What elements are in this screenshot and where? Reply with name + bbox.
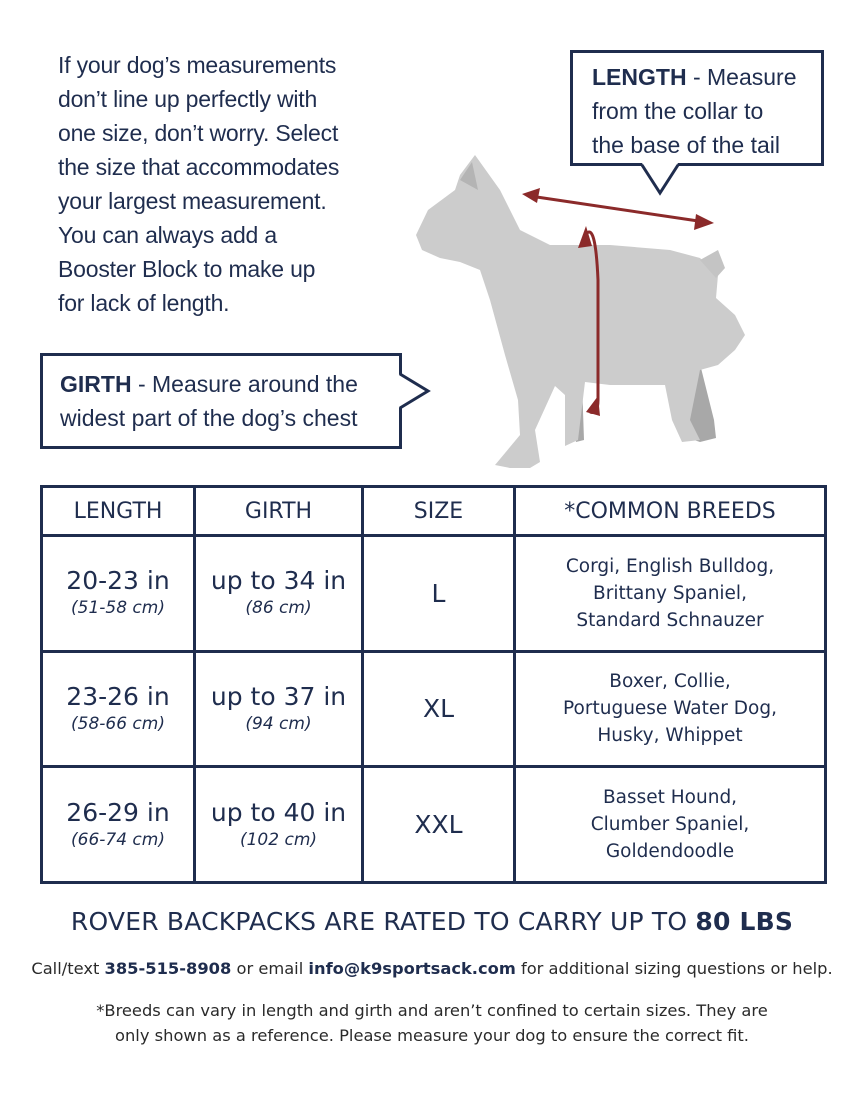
breed-footnote	[80, 998, 784, 1048]
length-cm: (58-66 cm)	[71, 713, 165, 734]
girth-cm: (102 cm)	[239, 829, 318, 850]
intro-line: If your dog’s measurements	[58, 52, 337, 78]
breeds-cell	[515, 536, 826, 652]
table-header-row	[42, 487, 826, 536]
intro-line: one size, don’t worry. Select	[58, 120, 339, 146]
table-row	[42, 767, 826, 883]
girth-in: up to 34 in	[210, 566, 347, 596]
intro-paragraph	[58, 48, 388, 320]
header-size: SIZE	[363, 487, 515, 536]
intro-line: You can always add a	[58, 222, 277, 248]
carry-rating-text: ROVER BACKPACKS ARE RATED TO CARRY UP TO	[70, 907, 696, 936]
girth-sep: - Measure around the	[131, 371, 358, 397]
length-callout-pointer	[640, 163, 680, 197]
breed-line: Standard Schnauzer	[576, 609, 764, 631]
size-cell: XXL	[363, 767, 515, 883]
footnote-line2: only shown as a reference. Please measure your dog to ensure the correct fit.	[115, 1026, 749, 1045]
dog-silhouette-illustration	[400, 150, 760, 480]
footnote-line1: *Breeds can vary in length and girth and aren’t confined to certain sizes. They are	[96, 1001, 768, 1020]
length-in: 23-26 in	[66, 681, 170, 711]
breeds-cell	[515, 651, 826, 767]
girth-cell	[195, 536, 363, 652]
length-callout	[570, 50, 824, 166]
contact-phone[interactable]: 385-515-8908	[104, 959, 232, 978]
length-cell	[42, 651, 195, 767]
breed-line: Husky, Whippet	[597, 725, 743, 747]
breed-line: Portuguese Water Dog,	[563, 698, 777, 720]
intro-line: Booster Block to make up	[58, 256, 316, 282]
girth-label: GIRTH	[60, 371, 132, 397]
length-label: LENGTH	[592, 64, 687, 90]
girth-cm: (94 cm)	[245, 713, 312, 734]
size-cell: XL	[363, 651, 515, 767]
breed-line: Clumber Spaniel,	[590, 814, 750, 836]
girth-callout-line2: widest part of the dog’s chest	[60, 405, 358, 431]
contact-line	[0, 959, 864, 978]
length-cm: (51-58 cm)	[71, 598, 165, 619]
table-row	[42, 536, 826, 652]
length-in: 20-23 in	[66, 566, 170, 596]
girth-cell	[195, 767, 363, 883]
header-common-breeds: *COMMON BREEDS	[515, 487, 826, 536]
girth-cm: (86 cm)	[245, 598, 312, 619]
girth-cell	[195, 651, 363, 767]
header-girth: GIRTH	[195, 487, 363, 536]
breed-line: Brittany Spaniel,	[593, 582, 747, 604]
intro-line: the size that accommodates	[58, 154, 340, 180]
breeds-cell	[515, 767, 826, 883]
length-cell	[42, 536, 195, 652]
breed-line: Corgi, English Bulldog,	[565, 555, 775, 577]
length-callout-line1	[592, 60, 821, 94]
length-in: 26-29 in	[66, 797, 170, 827]
length-callout-line3: the base of the tail	[592, 132, 780, 158]
intro-line: for lack of length.	[58, 290, 230, 316]
breed-line: Basset Hound,	[602, 787, 738, 809]
carry-rating-headline	[0, 907, 864, 936]
header-length: LENGTH	[42, 487, 195, 536]
size-cell: L	[363, 536, 515, 652]
length-callout-line2: from the collar to	[592, 98, 764, 124]
contact-mid: or email	[231, 959, 309, 978]
girth-callout	[40, 353, 402, 449]
length-arrow	[522, 188, 714, 230]
size-chart-table	[40, 485, 827, 884]
breed-line: Boxer, Collie,	[609, 671, 731, 693]
length-cell	[42, 767, 195, 883]
contact-email-link[interactable]: info@k9sportsack.com	[308, 959, 516, 978]
breed-line: Goldendoodle	[605, 841, 735, 863]
length-sep: - Measure	[686, 64, 797, 90]
contact-post: for additional sizing questions or help.	[515, 959, 833, 978]
girth-in: up to 37 in	[210, 681, 347, 711]
girth-callout-pointer	[398, 372, 432, 410]
girth-callout-line1	[60, 367, 399, 401]
carry-rating-value: 80 LBS	[695, 907, 794, 936]
girth-in: up to 40 in	[210, 797, 347, 827]
contact-pre: Call/text	[31, 959, 105, 978]
intro-line: your largest measurement.	[58, 188, 327, 214]
length-cm: (66-74 cm)	[71, 829, 165, 850]
table-row	[42, 651, 826, 767]
intro-line: don’t line up perfectly with	[58, 86, 318, 112]
